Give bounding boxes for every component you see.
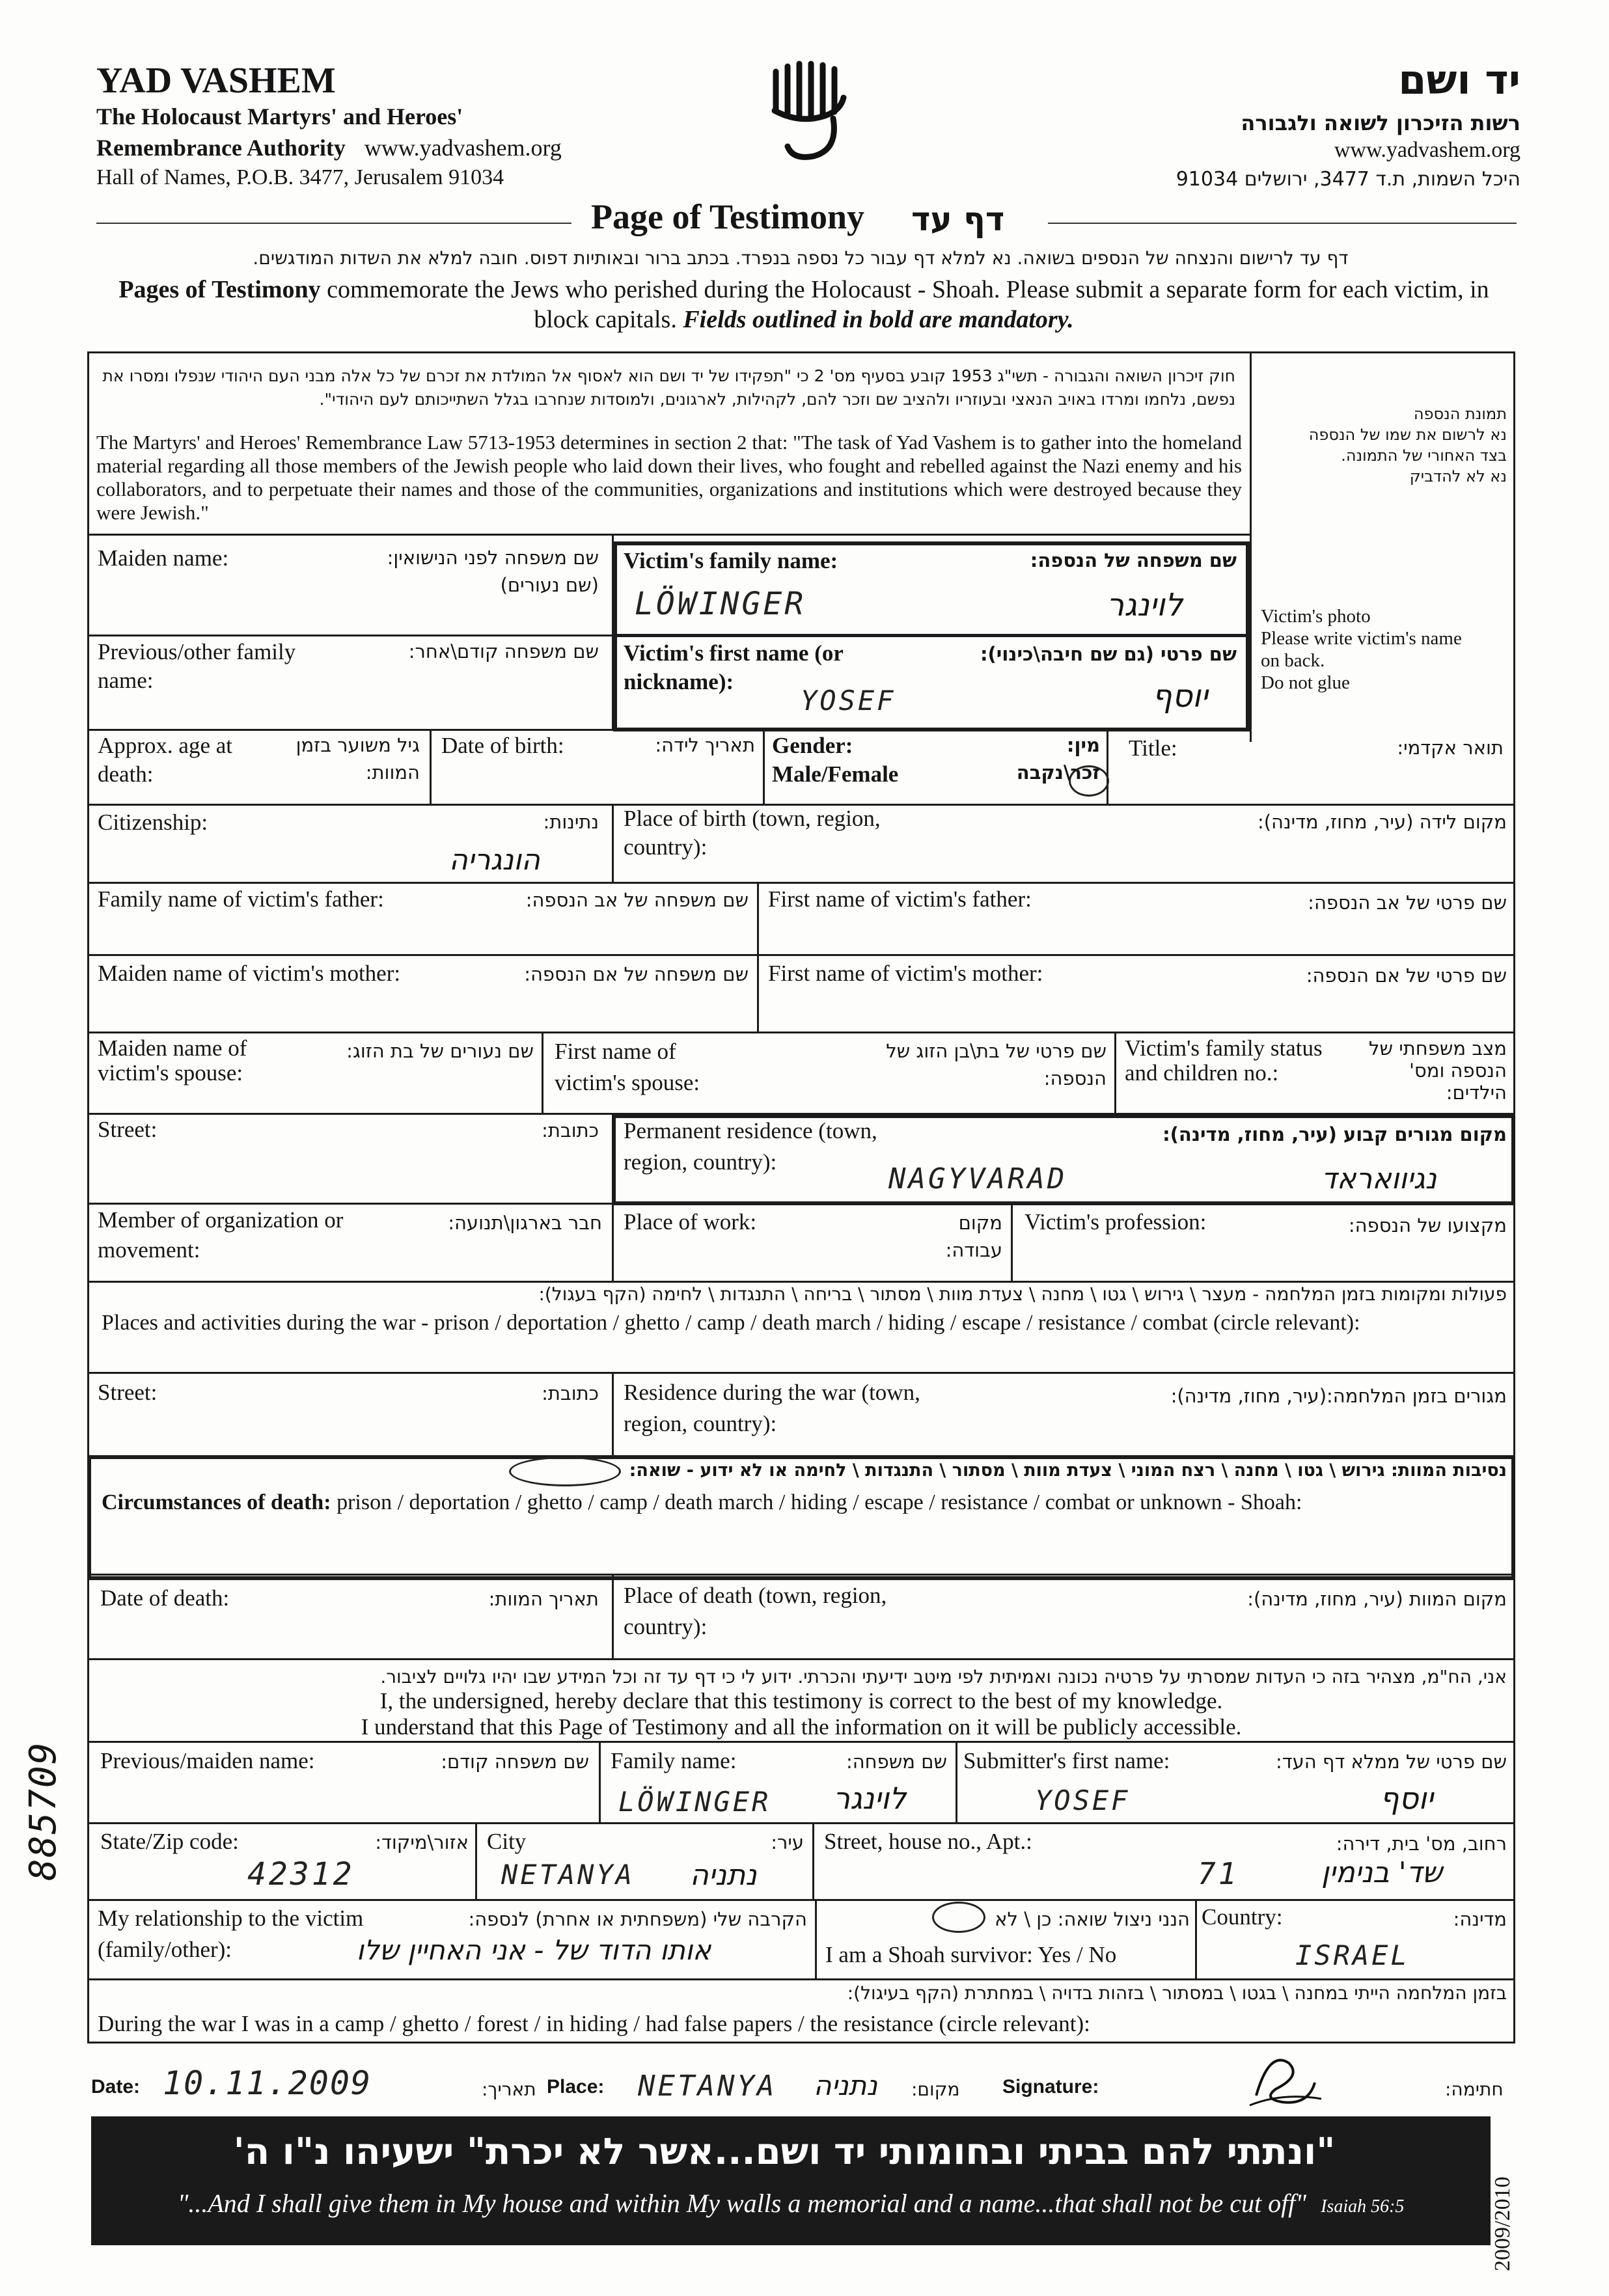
gender-divider [1107, 729, 1108, 804]
title-label-he: תואר אקדמי: [1397, 737, 1504, 759]
citizenship-label-he: נתינות: [543, 811, 599, 833]
survivor-label-he: הנני ניצול שואה: כן \ לא [995, 1908, 1190, 1930]
spouse-divider-2 [1114, 1032, 1116, 1113]
member-label: Member of organization or movement: [98, 1207, 344, 1263]
rule-father [87, 954, 1515, 956]
place-value-en[interactable]: NETANYA [638, 2070, 777, 2103]
war-status-label: During the war I was in a camp / ghetto / forest / in hiding / had false papers / the resistance (circle relevant): [98, 2011, 1090, 2036]
survivor-no-circle[interactable] [932, 1902, 985, 1933]
rule-relationship [87, 1978, 1515, 1980]
mother-maiden-label: Maiden name of victim's mother: [98, 961, 401, 986]
relationship-divider-2 [1195, 1899, 1197, 1978]
war-street-label-he: כתובת: [542, 1382, 599, 1404]
law-text-en: The Martyrs' and Heroes' Remembrance Law 5713-1953 determines in section 2 that: "The task of Yad Vashem is to gather into the homeland material regarding all those members of the Jewish people who laid down their lives, who fought and rebelled against the Nazi enemy and his collaborators, and to perpetuate their names and those of the communities, organizations and institutions which were destroyed because they were Jewish." [96, 431, 1242, 524]
authority-line2: Remembrance Authority [96, 135, 346, 161]
signature-label: Signature: [1002, 2076, 1099, 2098]
submitter-street-label: Street, house no., Apt.: [824, 1829, 1032, 1854]
authority-line2-row [96, 134, 562, 161]
father-first-label-he: שם פרטי של אב הנספה: [1308, 892, 1507, 914]
work-label: Place of work: [624, 1209, 757, 1235]
rule-mother [87, 1032, 1515, 1033]
profession-label-he: מקצועו של הנספה: [1348, 1214, 1507, 1237]
rule-prev-family [87, 635, 612, 636]
photo-instructions-en [1261, 605, 1511, 694]
family-status-label-he: מצב משפחתי של הנספה ומס' הילדים: [1369, 1037, 1507, 1104]
photo-en-line2: Please write victim's name [1261, 628, 1462, 649]
names-divider [612, 534, 614, 729]
relationship-label: My relationship to the victim (family/other): [98, 1906, 364, 1962]
photo-he-line2: נא לרשום את שמו של הנספה [1308, 426, 1507, 444]
father-family-label-he: שם משפחה של אב הנספה: [525, 889, 749, 911]
dob-divider [763, 729, 765, 804]
street-label: Street: [98, 1117, 158, 1142]
footer-quote-he: "ונתתי להם בביתי ובחומותי יד ושם...אשר לא יכרת" ישעיהו נ"ו ה' [233, 2131, 1336, 2173]
victim-name-box-divider [613, 634, 1250, 637]
header-rule-left [96, 223, 571, 224]
war-status-label-he: בזמן המלחמה הייתי במחנה \ בגטו \ במסתור \ בזהות בדויה \ במחתרת (הקף בעיגול): [847, 1982, 1507, 2004]
gender-male-circle[interactable] [1069, 765, 1109, 797]
declaration-en-line1: I, the undersigned, hereby declare that this testimony is correct to the best of my knowledge. [379, 1688, 1223, 1714]
family-name-value-he[interactable]: לוינגר [1107, 587, 1183, 623]
intro-en-text: commemorate the Jews who perished during the Holocaust - Shoah. Please submit a separate form for each victim, in block capitals. [320, 276, 1489, 333]
work-divider-1 [612, 1203, 614, 1281]
footer-quote-ref: Isaiah 56:5 [1321, 2196, 1405, 2217]
death-divider [612, 1574, 614, 1658]
date-label-he: תאריך: [482, 2079, 536, 2100]
gender-label: Gender: Male/Female [772, 733, 899, 787]
place-label-he: מקום: [911, 2079, 960, 2100]
website-en: www.yadvashem.org [364, 135, 562, 161]
org-name-he: יד ושם [1398, 56, 1520, 103]
intro-he: דף עד לרישום והנצחה של הנספים בשואה. נא למלא דף עבור כל נספה בנפרד. בכתב ברור ובאותיות דפוס. חובה למלא את השדות המודגשים. [253, 247, 1349, 269]
circ-label-he: נסיבות המוות: גירוש \ גטו \ מחנה \ רצח המוני \ צעדת מוות \ מסתור \ התנגדות \ לחימה או לא ידוע - שואה: [629, 1460, 1507, 1481]
submitter-family-label: Family name: [611, 1748, 737, 1773]
intro-en [91, 275, 1517, 335]
country-label: Country: [1202, 1904, 1283, 1930]
city-value-en[interactable]: NETANYA [501, 1859, 635, 1891]
pob-label: Place of birth (town, region, country): [624, 806, 881, 860]
age-label-he: גיל משוער בזמן המוות: [296, 734, 420, 784]
submitter-street-value-he[interactable]: שד' בנימין [1321, 1856, 1442, 1889]
father-family-label: Family name of victim's father: [98, 886, 384, 912]
work-label-he: מקום עבודה: [945, 1212, 1002, 1261]
war-res-label: Residence during the war (town, region, country): [624, 1380, 920, 1436]
submitter-first-label: Submitter's first name: [963, 1748, 1170, 1773]
declaration-en [87, 1688, 1515, 1740]
relationship-label-he: הקרבה שלי (משפחתית או אחרת) לנספה: [468, 1908, 807, 1930]
perm-res-value-en[interactable]: NAGYVARAD [888, 1162, 1067, 1196]
work-divider-2 [1011, 1203, 1013, 1281]
maiden-name-label: Maiden name: [98, 545, 229, 571]
rule-address [87, 1899, 1515, 1901]
authority-line1: The Holocaust Martyrs' and Heroes' [96, 103, 463, 130]
org-name-en: YAD VASHEM [96, 61, 336, 101]
war-res-divider [612, 1372, 614, 1455]
submitter-street-label-he: רחוב, מס' בית, דירה: [1336, 1833, 1507, 1855]
address-en: Hall of Names, P.O.B. 3477, Jerusalem 91034 [96, 165, 504, 189]
perm-res-label-he: מקום מגורים קבוע (עיר, מחוז, מדינה): [1162, 1123, 1507, 1145]
spouse-maiden-label: Maiden name of victim's spouse: [98, 1035, 247, 1086]
country-value[interactable]: ISRAEL [1295, 1939, 1410, 1971]
father-first-label: First name of victim's father: [768, 886, 1032, 912]
page-title-he: דף עד [911, 200, 1005, 238]
place-label: Place: [547, 2076, 605, 2098]
rule-citizenship [87, 882, 1515, 884]
rule-death [87, 1658, 1515, 1660]
family-name-label: Victim's family name: [624, 548, 838, 573]
circ-label-bold: Circumstances of death: [102, 1490, 331, 1514]
submitter-first-value-he[interactable]: יוסף [1380, 1781, 1434, 1816]
rule-activities [87, 1372, 1515, 1374]
prev-family-label: Previous/other family name: [98, 639, 296, 693]
photo-en-line3: on back. [1261, 650, 1325, 671]
pob-label-he: מקום לידה (עיר, מחוז, מדינה): [1257, 811, 1507, 833]
authority-he: רשות הזיכרון לשואה ולגבורה [1241, 111, 1520, 135]
family-name-label-he: שם משפחה של הנספה: [1030, 549, 1237, 571]
dob-label-he: תאריך לידה: [655, 734, 755, 756]
photo-en-line1: Victim's photo [1261, 606, 1371, 627]
prev-family-label-he: שם משפחה קודם\אחר: [408, 640, 599, 663]
mother-first-label: First name of victim's mother: [768, 961, 1043, 986]
intro-en-mandatory: Fields outlined in bold are mandatory. [683, 306, 1074, 333]
declaration-he: אני, הח"מ, מצהיר בזה כי העדות שמסרתי על פרטיה נכונה ואמיתית לפי מיטב ידיעתי והכרתי. ידוע לי כי דף עד זה וכל המידע שבו יהיו גלויים לציבור. [380, 1666, 1507, 1688]
photo-he-line4: נא לא להדביק [1409, 467, 1507, 485]
profession-label: Victim's profession: [1025, 1209, 1207, 1235]
member-label-he: חבר בארגון\תנועה: [448, 1212, 602, 1234]
unknown-shoah-circle[interactable] [509, 1456, 621, 1486]
dod-label-he: תאריך המוות: [488, 1588, 599, 1610]
law-text-he: חוק זיכרון השואה והגבורה - תשי"ג 1953 קובע בסעיף מס' 2 כי "תפקידו של יד ושם הוא לאסוף אל המולדת את זכרם של כל אלה מבני העם היהודי שנפלו ומסרו את נפשם, נלחמו ומרדו באויב הנאצי ובעוזריו ולהציב שם וזכר להם, לקהילות, לארגונים, ולמוסדות שנחרבו בגלל השתייכותם לעם היהודי". [102, 366, 1235, 409]
citizenship-divider [612, 804, 614, 882]
footer-quote-en: "...And I shall give them in My house and within My walls a memorial and a name...that shall not be cut off" [177, 2189, 1307, 2218]
signature-label-he: חתימה: [1445, 2079, 1504, 2100]
family-status-label: Victim's family status and children no.: [1125, 1035, 1323, 1086]
photo-en-line4: Do not glue [1261, 672, 1350, 693]
city-label: City [487, 1829, 527, 1854]
submitter-family-label-he: שם משפחה: [846, 1751, 947, 1773]
signature-mark[interactable] [1237, 2043, 1328, 2115]
submitter-first-label-he: שם פרטי של ממלא דף העד: [1275, 1751, 1507, 1773]
submitter-prev-maiden-label: Previous/maiden name: [100, 1748, 315, 1773]
circ-label [102, 1490, 1302, 1515]
rule-work [87, 1281, 1515, 1283]
submitter-first-value-en[interactable]: YOSEF [1035, 1784, 1131, 1816]
submitter-prev-maiden-label-he: שם משפחה קודם: [441, 1751, 589, 1773]
family-name-value-en[interactable]: LÖWINGER [635, 586, 806, 622]
submitter-divider-2 [956, 1741, 957, 1822]
footer-quote-en-row [91, 2188, 1491, 2219]
activities-label-he: פעולות ומקומות בזמן המלחמה - מעצר \ גירוש \ גטו \ מחנה \ צעדת מוות \ מסתור \ בריחה \ התנגדות \ לחימה (הקף בעגול): [538, 1283, 1507, 1305]
pod-label: Place of death (town, region, country): [624, 1583, 887, 1639]
war-res-label-he: מגורים בזמן המלחמה:(עיר, מחוז, מדינה): [1170, 1385, 1507, 1407]
page-title-en: Page of Testimony [591, 197, 865, 236]
country-label-he: מדינה: [1453, 1908, 1507, 1930]
city-label-he: עיר: [771, 1831, 804, 1853]
date-value[interactable]: 10.11.2009 [163, 2064, 372, 2102]
activities-label: Places and activities during the war - prison / deportation / ghetto / camp / death march / hiding / escape / resistance / combat (circle relevant): [102, 1311, 1360, 1335]
submitter-divider-1 [599, 1741, 601, 1822]
header-rule-right [1048, 223, 1517, 224]
relationship-divider-1 [815, 1899, 817, 1978]
zip-value[interactable]: 42312 [247, 1856, 355, 1893]
pod-label-he: מקום המוות (עיר, מחוז, מדינה): [1247, 1588, 1507, 1610]
citizenship-label: Citizenship: [98, 810, 208, 835]
perm-res-label: Permanent residence (town, region, country): [624, 1118, 877, 1175]
age-divider [430, 729, 432, 804]
first-name-label-he: שם פרטי (גם שם חיבה\כינוי): [980, 643, 1237, 665]
rule-submitter [87, 1822, 1515, 1824]
zip-label: State/Zip code: [100, 1829, 239, 1854]
first-name-value-en[interactable]: YOSEF [801, 685, 896, 717]
intro-en-bold: Pages of Testimony [118, 276, 321, 303]
maiden-name-label-he: שם משפחה לפני הנישואין: (שם נעורים) [387, 547, 599, 596]
submitter-family-value-en[interactable]: LÖWINGER [618, 1786, 771, 1818]
footer-banner [91, 2116, 1491, 2245]
mother-maiden-label-he: שם משפחה של אם הנספה: [524, 963, 749, 985]
relationship-value[interactable]: אותו הדוד של - אני האחיין שלו [356, 1934, 711, 1966]
city-value-he[interactable]: נתניה [690, 1859, 757, 1892]
survivor-label: I am a Shoah survivor: Yes / No [825, 1942, 1117, 1967]
place-value-he[interactable]: נתניה [814, 2070, 878, 2101]
first-name-value-he[interactable]: יוסף [1152, 678, 1208, 715]
address-he: היכל השמות, ת.ד 3477, ירושלים 91034 [1176, 168, 1520, 191]
title-label: Title: [1129, 735, 1177, 761]
mother-first-label-he: שם פרטי של אם הנספה: [1306, 964, 1507, 987]
perm-res-value-he[interactable]: נגיוואראד [1321, 1162, 1437, 1196]
spouse-first-label: First name of victim's spouse: [555, 1039, 700, 1095]
dob-label: Date of birth: [441, 733, 564, 758]
age-label: Approx. age at death: [98, 733, 233, 787]
citizenship-value[interactable]: הונגריה [449, 843, 540, 877]
spouse-first-label-he: שם פרטי של בת\בן הזוג של הנספה: [886, 1040, 1107, 1089]
photo-divider [1250, 351, 1252, 742]
spouse-divider-1 [542, 1032, 543, 1113]
photo-instructions-he [1256, 403, 1507, 487]
yad-vashem-logo [768, 59, 853, 169]
year-tag: 2009/2010 [1491, 2176, 1515, 2271]
photo-he-line1: תמונת הנספה [1413, 405, 1507, 423]
circ-label-rest: prison / deportation / ghetto / camp / death march / hiding / escape / resistance / combat or unknown - Shoah: [331, 1490, 1302, 1514]
street-label-he: כתובת: [542, 1119, 599, 1141]
first-name-label: Victim's first name (or nickname): [624, 640, 844, 694]
address-divider-1 [475, 1822, 477, 1899]
date-label: Date: [91, 2076, 141, 2098]
website-he-side: www.yadvashem.org [1334, 138, 1520, 162]
rule-declaration [87, 1741, 1515, 1743]
dod-label: Date of death: [100, 1585, 230, 1611]
submitter-street-number[interactable]: 71 [1198, 1856, 1239, 1891]
parents-divider [757, 882, 759, 1032]
spouse-maiden-label-he: שם נעורים של בת הזוג: [346, 1040, 534, 1062]
submitter-family-value-he[interactable]: לוינגר [833, 1781, 907, 1816]
side-number: 885709 [22, 1741, 64, 1881]
address-divider-2 [812, 1822, 814, 1899]
war-street-label: Street: [98, 1380, 158, 1405]
photo-he-line3: בצד האחורי של התמונה. [1341, 446, 1507, 465]
rule-law [87, 534, 1250, 536]
gender-label-he: מין: זכר\נקבה [1016, 734, 1100, 784]
declaration-en-line2: I understand that this Page of Testimony and all the information on it will be publicly accessible. [361, 1714, 1242, 1740]
zip-label-he: אזור\מיקוד: [375, 1831, 469, 1853]
